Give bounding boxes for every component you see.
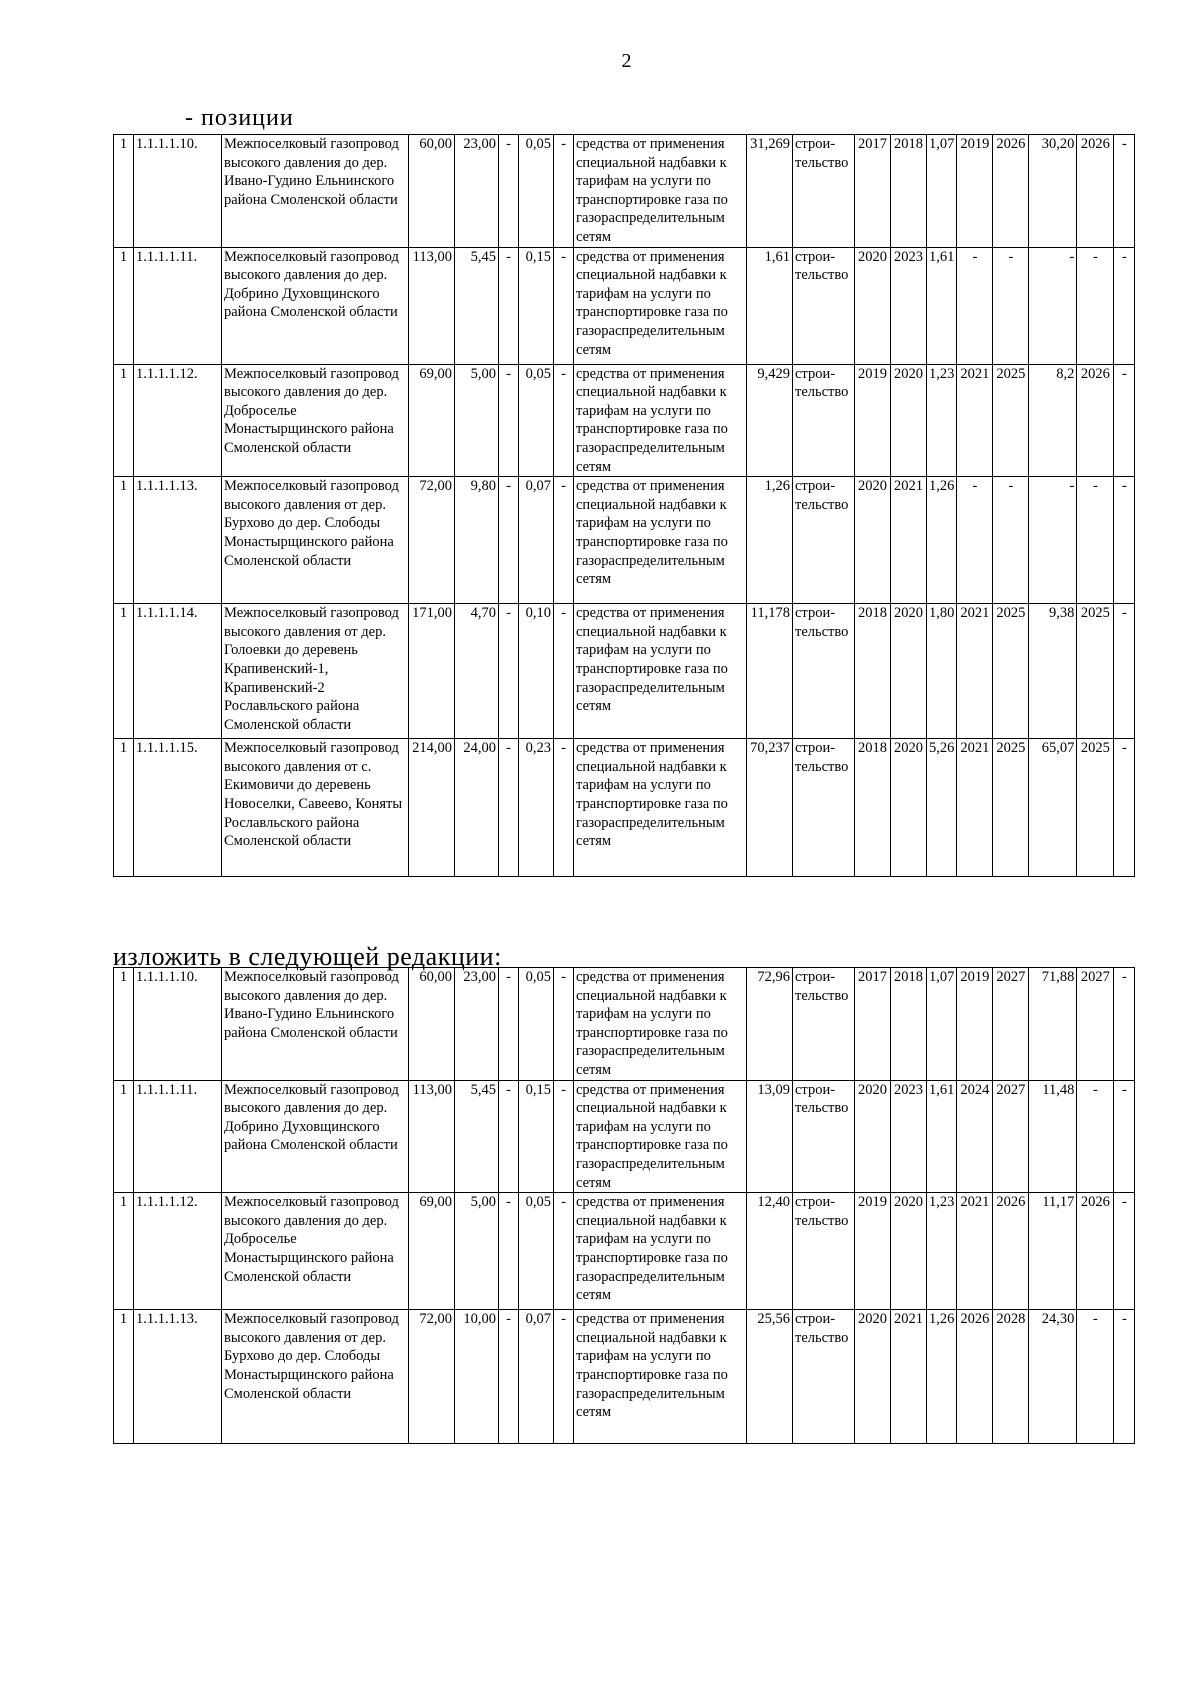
diameter-cell: 23,00 (455, 968, 499, 1081)
stage2-start-year-cell: 2021 (957, 604, 993, 739)
col3-cell: - (499, 135, 519, 248)
stage2-value-cell: 11,48 (1029, 1080, 1077, 1193)
row-number-cell: 1 (114, 604, 134, 739)
last-cell: - (1114, 739, 1135, 877)
object-code-cell: 1.1.1.1.11. (134, 247, 222, 364)
stage2-start-year-cell: 2026 (957, 1310, 993, 1444)
stage2-end-year-cell: 2026 (993, 1193, 1029, 1310)
row-number-cell: 1 (114, 1193, 134, 1310)
end-year-cell: 2020 (891, 1193, 927, 1310)
end-year-cell: 2023 (891, 1080, 927, 1193)
diameter-cell: 4,70 (455, 604, 499, 739)
stage2-start-year-cell: - (957, 477, 993, 604)
last-cell: - (1114, 968, 1135, 1081)
stage2-value-cell: 8,2 (1029, 364, 1077, 477)
col4-cell: 0,15 (519, 1080, 554, 1193)
length-cell: 113,00 (409, 1080, 455, 1193)
work-type-cell: строи-тельство (793, 1310, 855, 1444)
completion-year-cell: 2026 (1077, 135, 1114, 248)
diameter-cell: 23,00 (455, 135, 499, 248)
object-code-cell: 1.1.1.1.15. (134, 739, 222, 877)
funding-source-cell: средства от применения специальной надбавки к тарифам на услуги по транспортировке газа по газораспределительным сетям (574, 247, 747, 364)
length-cell: 214,00 (409, 739, 455, 877)
funding-source-cell: средства от применения специальной надбавки к тарифам на услуги по транспортировке газа по газораспределительным сетям (574, 135, 747, 248)
table-row (114, 1310, 1135, 1444)
work-type-cell: строи-тельство (793, 1193, 855, 1310)
cost-cell: 25,56 (747, 1310, 793, 1444)
cost-cell: 13,09 (747, 1080, 793, 1193)
length-cell: 113,00 (409, 247, 455, 364)
col4-cell: 0,15 (519, 247, 554, 364)
object-name-cell: Межпоселковый газопровод высокого давления до дер. Добрино Духовщинского района Смоленской области (222, 1080, 409, 1193)
stage2-start-year-cell: 2021 (957, 1193, 993, 1310)
end-year-cell: 2018 (891, 968, 927, 1081)
col3-cell: - (499, 604, 519, 739)
object-code-cell: 1.1.1.1.12. (134, 1193, 222, 1310)
start-year-cell: 2018 (855, 604, 891, 739)
col5-cell: - (554, 364, 574, 477)
col3-cell: - (499, 364, 519, 477)
stage1-value-cell: 1,23 (927, 364, 957, 477)
end-year-cell: 2018 (891, 135, 927, 248)
length-cell: 171,00 (409, 604, 455, 739)
start-year-cell: 2019 (855, 1193, 891, 1310)
object-code-cell: 1.1.1.1.10. (134, 135, 222, 248)
cost-cell: 12,40 (747, 1193, 793, 1310)
last-cell: - (1114, 135, 1135, 248)
last-cell: - (1114, 604, 1135, 739)
col5-cell: - (554, 477, 574, 604)
start-year-cell: 2020 (855, 1080, 891, 1193)
object-name-cell: Межпоселковый газопровод высокого давления до дер. Доброселье Монастырщинского района Смоленской области (222, 1193, 409, 1310)
object-name-cell: Межпоселковый газопровод высокого давления до дер. Доброселье Монастырщинского района Смоленской области (222, 364, 409, 477)
object-name-cell: Межпоселковый газопровод высокого давления до дер. Добрино Духовщинского района Смоленской области (222, 247, 409, 364)
length-cell: 72,00 (409, 1310, 455, 1444)
stage1-value-cell: 1,07 (927, 968, 957, 1081)
stage2-value-cell: 9,38 (1029, 604, 1077, 739)
col5-cell: - (554, 1310, 574, 1444)
start-year-cell: 2019 (855, 364, 891, 477)
col4-cell: 0,10 (519, 604, 554, 739)
col4-cell: 0,07 (519, 1310, 554, 1444)
object-name-cell: Межпоселковый газопровод высокого давления от дер. Бурхово до дер. Слободы Монастырщинского района Смоленской области (222, 1310, 409, 1444)
work-type-cell: строи-тельство (793, 604, 855, 739)
table-row (114, 1080, 1135, 1193)
object-name-cell: Межпоселковый газопровод высокого давления от дер. Голоевки до деревень Крапивенский-1, Крапивенский-2 Рославльского района Смоленской области (222, 604, 409, 739)
col5-cell: - (554, 604, 574, 739)
object-code-cell: 1.1.1.1.13. (134, 477, 222, 604)
col5-cell: - (554, 135, 574, 248)
table-row (114, 247, 1135, 364)
cost-cell: 11,178 (747, 604, 793, 739)
row-number-cell: 1 (114, 1080, 134, 1193)
stage2-value-cell: 71,88 (1029, 968, 1077, 1081)
last-cell: - (1114, 247, 1135, 364)
stage2-value-cell: 30,20 (1029, 135, 1077, 248)
stage2-end-year-cell: 2025 (993, 364, 1029, 477)
start-year-cell: 2017 (855, 968, 891, 1081)
col3-cell: - (499, 968, 519, 1081)
stage1-value-cell: 1,61 (927, 1080, 957, 1193)
row-number-cell: 1 (114, 135, 134, 248)
col5-cell: - (554, 739, 574, 877)
diameter-cell: 10,00 (455, 1310, 499, 1444)
stage2-end-year-cell: 2025 (993, 739, 1029, 877)
heading-new-edition: изложить в следующей редакции: (113, 942, 502, 971)
funding-source-cell: средства от применения специальной надбавки к тарифам на услуги по транспортировке газа по газораспределительным сетям (574, 1310, 747, 1444)
col5-cell: - (554, 1193, 574, 1310)
table-row (114, 135, 1135, 248)
length-cell: 72,00 (409, 477, 455, 604)
col3-cell: - (499, 477, 519, 604)
completion-year-cell: 2027 (1077, 968, 1114, 1081)
completion-year-cell: 2026 (1077, 1193, 1114, 1310)
row-number-cell: 1 (114, 477, 134, 604)
start-year-cell: 2020 (855, 1310, 891, 1444)
col5-cell: - (554, 968, 574, 1081)
work-type-cell: строи-тельство (793, 739, 855, 877)
stage2-start-year-cell: 2021 (957, 364, 993, 477)
stage2-start-year-cell: 2019 (957, 135, 993, 248)
col3-cell: - (499, 739, 519, 877)
completion-year-cell: - (1077, 247, 1114, 364)
heading-positions: - позиции (185, 105, 294, 131)
end-year-cell: 2020 (891, 739, 927, 877)
last-cell: - (1114, 1080, 1135, 1193)
stage1-value-cell: 1,80 (927, 604, 957, 739)
stage1-value-cell: 5,26 (927, 739, 957, 877)
cost-cell: 72,96 (747, 968, 793, 1081)
start-year-cell: 2020 (855, 247, 891, 364)
cost-cell: 1,26 (747, 477, 793, 604)
start-year-cell: 2020 (855, 477, 891, 604)
stage2-end-year-cell: - (993, 247, 1029, 364)
col3-cell: - (499, 1310, 519, 1444)
diameter-cell: 24,00 (455, 739, 499, 877)
completion-year-cell: 2026 (1077, 364, 1114, 477)
row-number-cell: 1 (114, 247, 134, 364)
col4-cell: 0,23 (519, 739, 554, 877)
col4-cell: 0,05 (519, 968, 554, 1081)
funding-source-cell: средства от применения специальной надбавки к тарифам на услуги по транспортировке газа по газораспределительным сетям (574, 968, 747, 1081)
stage2-end-year-cell: 2027 (993, 1080, 1029, 1193)
work-type-cell: строи-тельство (793, 968, 855, 1081)
funding-source-cell: средства от применения специальной надбавки к тарифам на услуги по транспортировке газа по газораспределительным сетям (574, 739, 747, 877)
table-before (113, 134, 1135, 877)
diameter-cell: 5,00 (455, 364, 499, 477)
row-number-cell: 1 (114, 968, 134, 1081)
work-type-cell: строи-тельство (793, 364, 855, 477)
object-name-cell: Межпоселковый газопровод высокого давления от с. Екимовичи до деревень Новоселки, Савеево, Коняты Рославльского района Смоленской области (222, 739, 409, 877)
last-cell: - (1114, 1310, 1135, 1444)
completion-year-cell: - (1077, 1080, 1114, 1193)
stage2-value-cell: 11,17 (1029, 1193, 1077, 1310)
object-code-cell: 1.1.1.1.12. (134, 364, 222, 477)
stage2-start-year-cell: 2024 (957, 1080, 993, 1193)
stage2-value-cell: 65,07 (1029, 739, 1077, 877)
funding-source-cell: средства от применения специальной надбавки к тарифам на услуги по транспортировке газа по газораспределительным сетям (574, 1193, 747, 1310)
col4-cell: 0,05 (519, 135, 554, 248)
cost-cell: 31,269 (747, 135, 793, 248)
length-cell: 60,00 (409, 135, 455, 248)
stage2-end-year-cell: 2027 (993, 968, 1029, 1081)
col4-cell: 0,05 (519, 1193, 554, 1310)
diameter-cell: 5,45 (455, 247, 499, 364)
work-type-cell: строи-тельство (793, 1080, 855, 1193)
col5-cell: - (554, 1080, 574, 1193)
row-number-cell: 1 (114, 364, 134, 477)
completion-year-cell: 2025 (1077, 604, 1114, 739)
stage2-end-year-cell: - (993, 477, 1029, 604)
col4-cell: 0,07 (519, 477, 554, 604)
length-cell: 60,00 (409, 968, 455, 1081)
last-cell: - (1114, 364, 1135, 477)
cost-cell: 70,237 (747, 739, 793, 877)
start-year-cell: 2018 (855, 739, 891, 877)
object-name-cell: Межпоселковый газопровод высокого давления до дер. Ивано-Гудино Ельнинского района Смоленской области (222, 968, 409, 1081)
last-cell: - (1114, 477, 1135, 604)
cost-cell: 1,61 (747, 247, 793, 364)
funding-source-cell: средства от применения специальной надбавки к тарифам на услуги по транспортировке газа по газораспределительным сетям (574, 1080, 747, 1193)
diameter-cell: 9,80 (455, 477, 499, 604)
stage2-end-year-cell: 2026 (993, 135, 1029, 248)
stage2-start-year-cell: 2019 (957, 968, 993, 1081)
end-year-cell: 2020 (891, 364, 927, 477)
object-code-cell: 1.1.1.1.13. (134, 1310, 222, 1444)
work-type-cell: строи-тельство (793, 247, 855, 364)
stage2-end-year-cell: 2028 (993, 1310, 1029, 1444)
stage2-start-year-cell: 2021 (957, 739, 993, 877)
stage1-value-cell: 1,26 (927, 477, 957, 604)
row-number-cell: 1 (114, 739, 134, 877)
end-year-cell: 2021 (891, 1310, 927, 1444)
col5-cell: - (554, 247, 574, 364)
stage2-value-cell: - (1029, 247, 1077, 364)
last-cell: - (1114, 1193, 1135, 1310)
completion-year-cell: 2025 (1077, 739, 1114, 877)
stage2-value-cell: - (1029, 477, 1077, 604)
object-code-cell: 1.1.1.1.10. (134, 968, 222, 1081)
col4-cell: 0,05 (519, 364, 554, 477)
stage1-value-cell: 1,61 (927, 247, 957, 364)
funding-source-cell: средства от применения специальной надбавки к тарифам на услуги по транспортировке газа по газораспределительным сетям (574, 364, 747, 477)
table-row (114, 968, 1135, 1081)
stage2-start-year-cell: - (957, 247, 993, 364)
object-code-cell: 1.1.1.1.14. (134, 604, 222, 739)
work-type-cell: строи-тельство (793, 135, 855, 248)
col3-cell: - (499, 1080, 519, 1193)
start-year-cell: 2017 (855, 135, 891, 248)
diameter-cell: 5,45 (455, 1080, 499, 1193)
end-year-cell: 2021 (891, 477, 927, 604)
funding-source-cell: средства от применения специальной надбавки к тарифам на услуги по транспортировке газа по газораспределительным сетям (574, 604, 747, 739)
object-name-cell: Межпоселковый газопровод высокого давления от дер. Бурхово до дер. Слободы Монастырщинского района Смоленской области (222, 477, 409, 604)
work-type-cell: строи-тельство (793, 477, 855, 604)
stage2-value-cell: 24,30 (1029, 1310, 1077, 1444)
col3-cell: - (499, 1193, 519, 1310)
end-year-cell: 2023 (891, 247, 927, 364)
table-row (114, 739, 1135, 877)
col3-cell: - (499, 247, 519, 364)
table-row (114, 1193, 1135, 1310)
length-cell: 69,00 (409, 1193, 455, 1310)
length-cell: 69,00 (409, 364, 455, 477)
completion-year-cell: - (1077, 1310, 1114, 1444)
page-number: 2 (621, 50, 632, 72)
diameter-cell: 5,00 (455, 1193, 499, 1310)
funding-source-cell: средства от применения специальной надбавки к тарифам на услуги по транспортировке газа по газораспределительным сетям (574, 477, 747, 604)
stage1-value-cell: 1,07 (927, 135, 957, 248)
completion-year-cell: - (1077, 477, 1114, 604)
end-year-cell: 2020 (891, 604, 927, 739)
table-row (114, 364, 1135, 477)
table-after (113, 967, 1135, 1444)
table-row (114, 604, 1135, 739)
stage2-end-year-cell: 2025 (993, 604, 1029, 739)
cost-cell: 9,429 (747, 364, 793, 477)
row-number-cell: 1 (114, 1310, 134, 1444)
stage1-value-cell: 1,23 (927, 1193, 957, 1310)
stage1-value-cell: 1,26 (927, 1310, 957, 1444)
object-code-cell: 1.1.1.1.11. (134, 1080, 222, 1193)
object-name-cell: Межпоселковый газопровод высокого давления до дер. Ивано-Гудино Ельнинского района Смоленской области (222, 135, 409, 248)
table-row (114, 477, 1135, 604)
